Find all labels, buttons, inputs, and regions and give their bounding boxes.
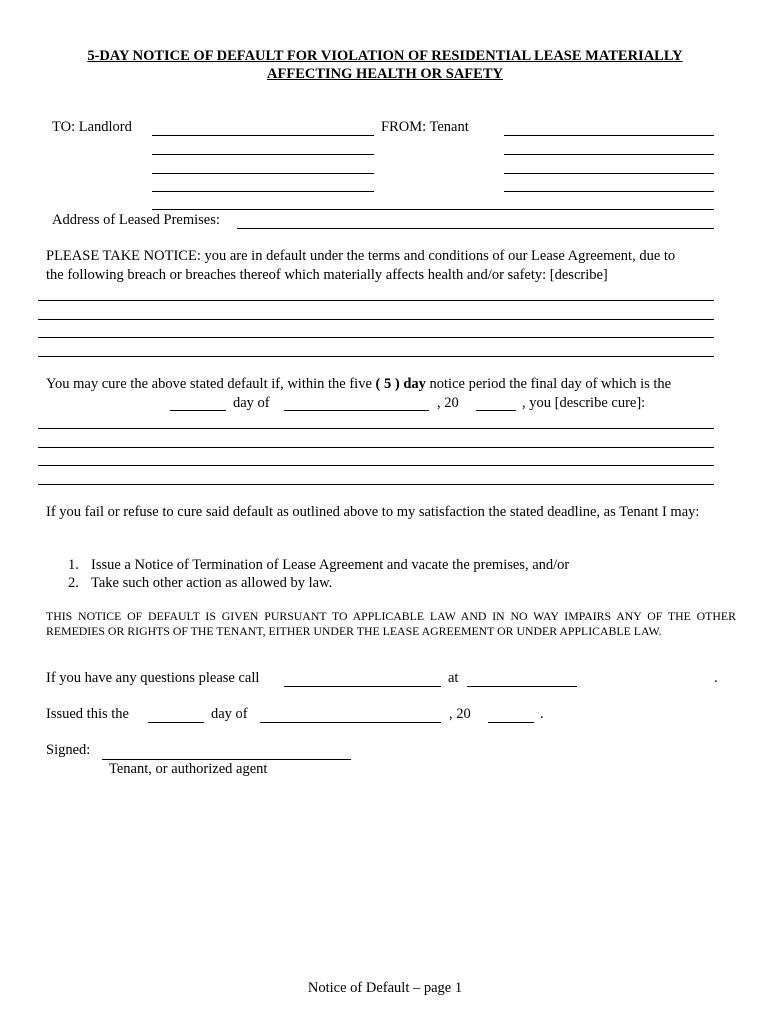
issued-year-field[interactable] xyxy=(488,722,534,723)
contact-phone-field[interactable] xyxy=(467,686,577,687)
remedy-item-1-number: 1. xyxy=(68,557,79,573)
cure-year-prefix: , 20 xyxy=(437,395,459,411)
breach-description-line-3[interactable] xyxy=(38,337,714,338)
breach-description-line-2[interactable] xyxy=(38,319,714,320)
cure-description-line-2[interactable] xyxy=(38,447,714,448)
cure-period-bold: ( 5 ) day xyxy=(375,376,426,392)
breach-description-line-1[interactable] xyxy=(38,300,714,301)
contact-at-label: at xyxy=(448,670,459,686)
signed-label: Signed: xyxy=(46,742,91,758)
cure-describe-label: , you [describe cure]: xyxy=(522,395,646,411)
landlord-name-field[interactable] xyxy=(152,135,374,136)
notice-text-line-1: PLEASE TAKE NOTICE: you are in default under the terms and conditions of our Lease Agreement, due to xyxy=(46,248,676,264)
contact-label: If you have any questions please call xyxy=(46,670,260,686)
remedy-item-2-number: 2. xyxy=(68,575,79,591)
notice-text-line-2: the following breach or breaches thereof which materially affects health and/or safety: [describe] xyxy=(46,267,608,283)
to-landlord-label: TO: Landlord xyxy=(52,119,132,135)
address-of-leased-premises-label: Address of Leased Premises: xyxy=(52,212,220,228)
parties-extra-line[interactable] xyxy=(152,209,714,210)
leased-premises-address-field[interactable] xyxy=(237,228,714,229)
landlord-address-field-1[interactable] xyxy=(152,154,374,155)
issued-year-prefix: , 20 xyxy=(449,706,471,722)
issued-period: . xyxy=(540,706,544,722)
landlord-address-field-2[interactable] xyxy=(152,173,374,174)
tenant-name-field[interactable] xyxy=(504,135,714,136)
breach-description-line-4[interactable] xyxy=(38,356,714,357)
issued-day-field[interactable] xyxy=(148,722,204,723)
cure-text-line-1 xyxy=(46,376,671,393)
from-tenant-label: FROM: Tenant xyxy=(381,119,469,135)
cure-description-line-1[interactable] xyxy=(38,428,714,429)
legal-disclaimer: THIS NOTICE OF DEFAULT IS GIVEN PURSUANT TO APPLICABLE LAW AND IN NO WAY IMPAIRS ANY OF THE OTHER REMEDIES OR RIGHTS OF THE TENANT, EITHER UNDER THE LEASE AGREEMENT OR UNDER APPLICABLE LAW. xyxy=(46,609,736,638)
tenant-address-field-1[interactable] xyxy=(504,154,714,155)
contact-name-field[interactable] xyxy=(284,686,441,687)
remedy-item-2-text: Take such other action as allowed by law. xyxy=(91,575,333,591)
issued-day-of-label: day of xyxy=(211,706,248,722)
cure-text-post: notice period the final day of which is the xyxy=(429,376,672,392)
cure-text-pre: You may cure the above stated default if, within the five xyxy=(46,376,372,392)
cure-month-field[interactable] xyxy=(284,410,429,411)
cure-day-field[interactable] xyxy=(170,410,226,411)
cure-description-line-3[interactable] xyxy=(38,465,714,466)
document-title-line-2: AFFECTING HEALTH OR SAFETY xyxy=(267,66,503,82)
cure-year-field[interactable] xyxy=(476,410,516,411)
landlord-address-field-3[interactable] xyxy=(152,191,374,192)
cure-description-line-4[interactable] xyxy=(38,484,714,485)
signature-caption: Tenant, or authorized agent xyxy=(109,761,268,777)
issued-label: Issued this the xyxy=(46,706,129,722)
remedy-item-1-text: Issue a Notice of Termination of Lease Agreement and vacate the premises, and/or xyxy=(91,557,570,573)
document-title-line-1: 5-DAY NOTICE OF DEFAULT FOR VIOLATION OF RESIDENTIAL LEASE MATERIALLY xyxy=(87,48,683,64)
issued-month-field[interactable] xyxy=(260,722,441,723)
cure-day-of-label: day of xyxy=(233,395,270,411)
fail-to-cure-paragraph: If you fail or refuse to cure said default as outlined above to my satisfaction the stated deadline, as Tenant I may: xyxy=(46,504,700,520)
contact-period: . xyxy=(714,670,718,686)
signature-field[interactable] xyxy=(102,759,351,760)
tenant-address-field-3[interactable] xyxy=(504,191,714,192)
page-footer: Notice of Default – page 1 xyxy=(307,980,463,996)
tenant-address-field-2[interactable] xyxy=(504,173,714,174)
